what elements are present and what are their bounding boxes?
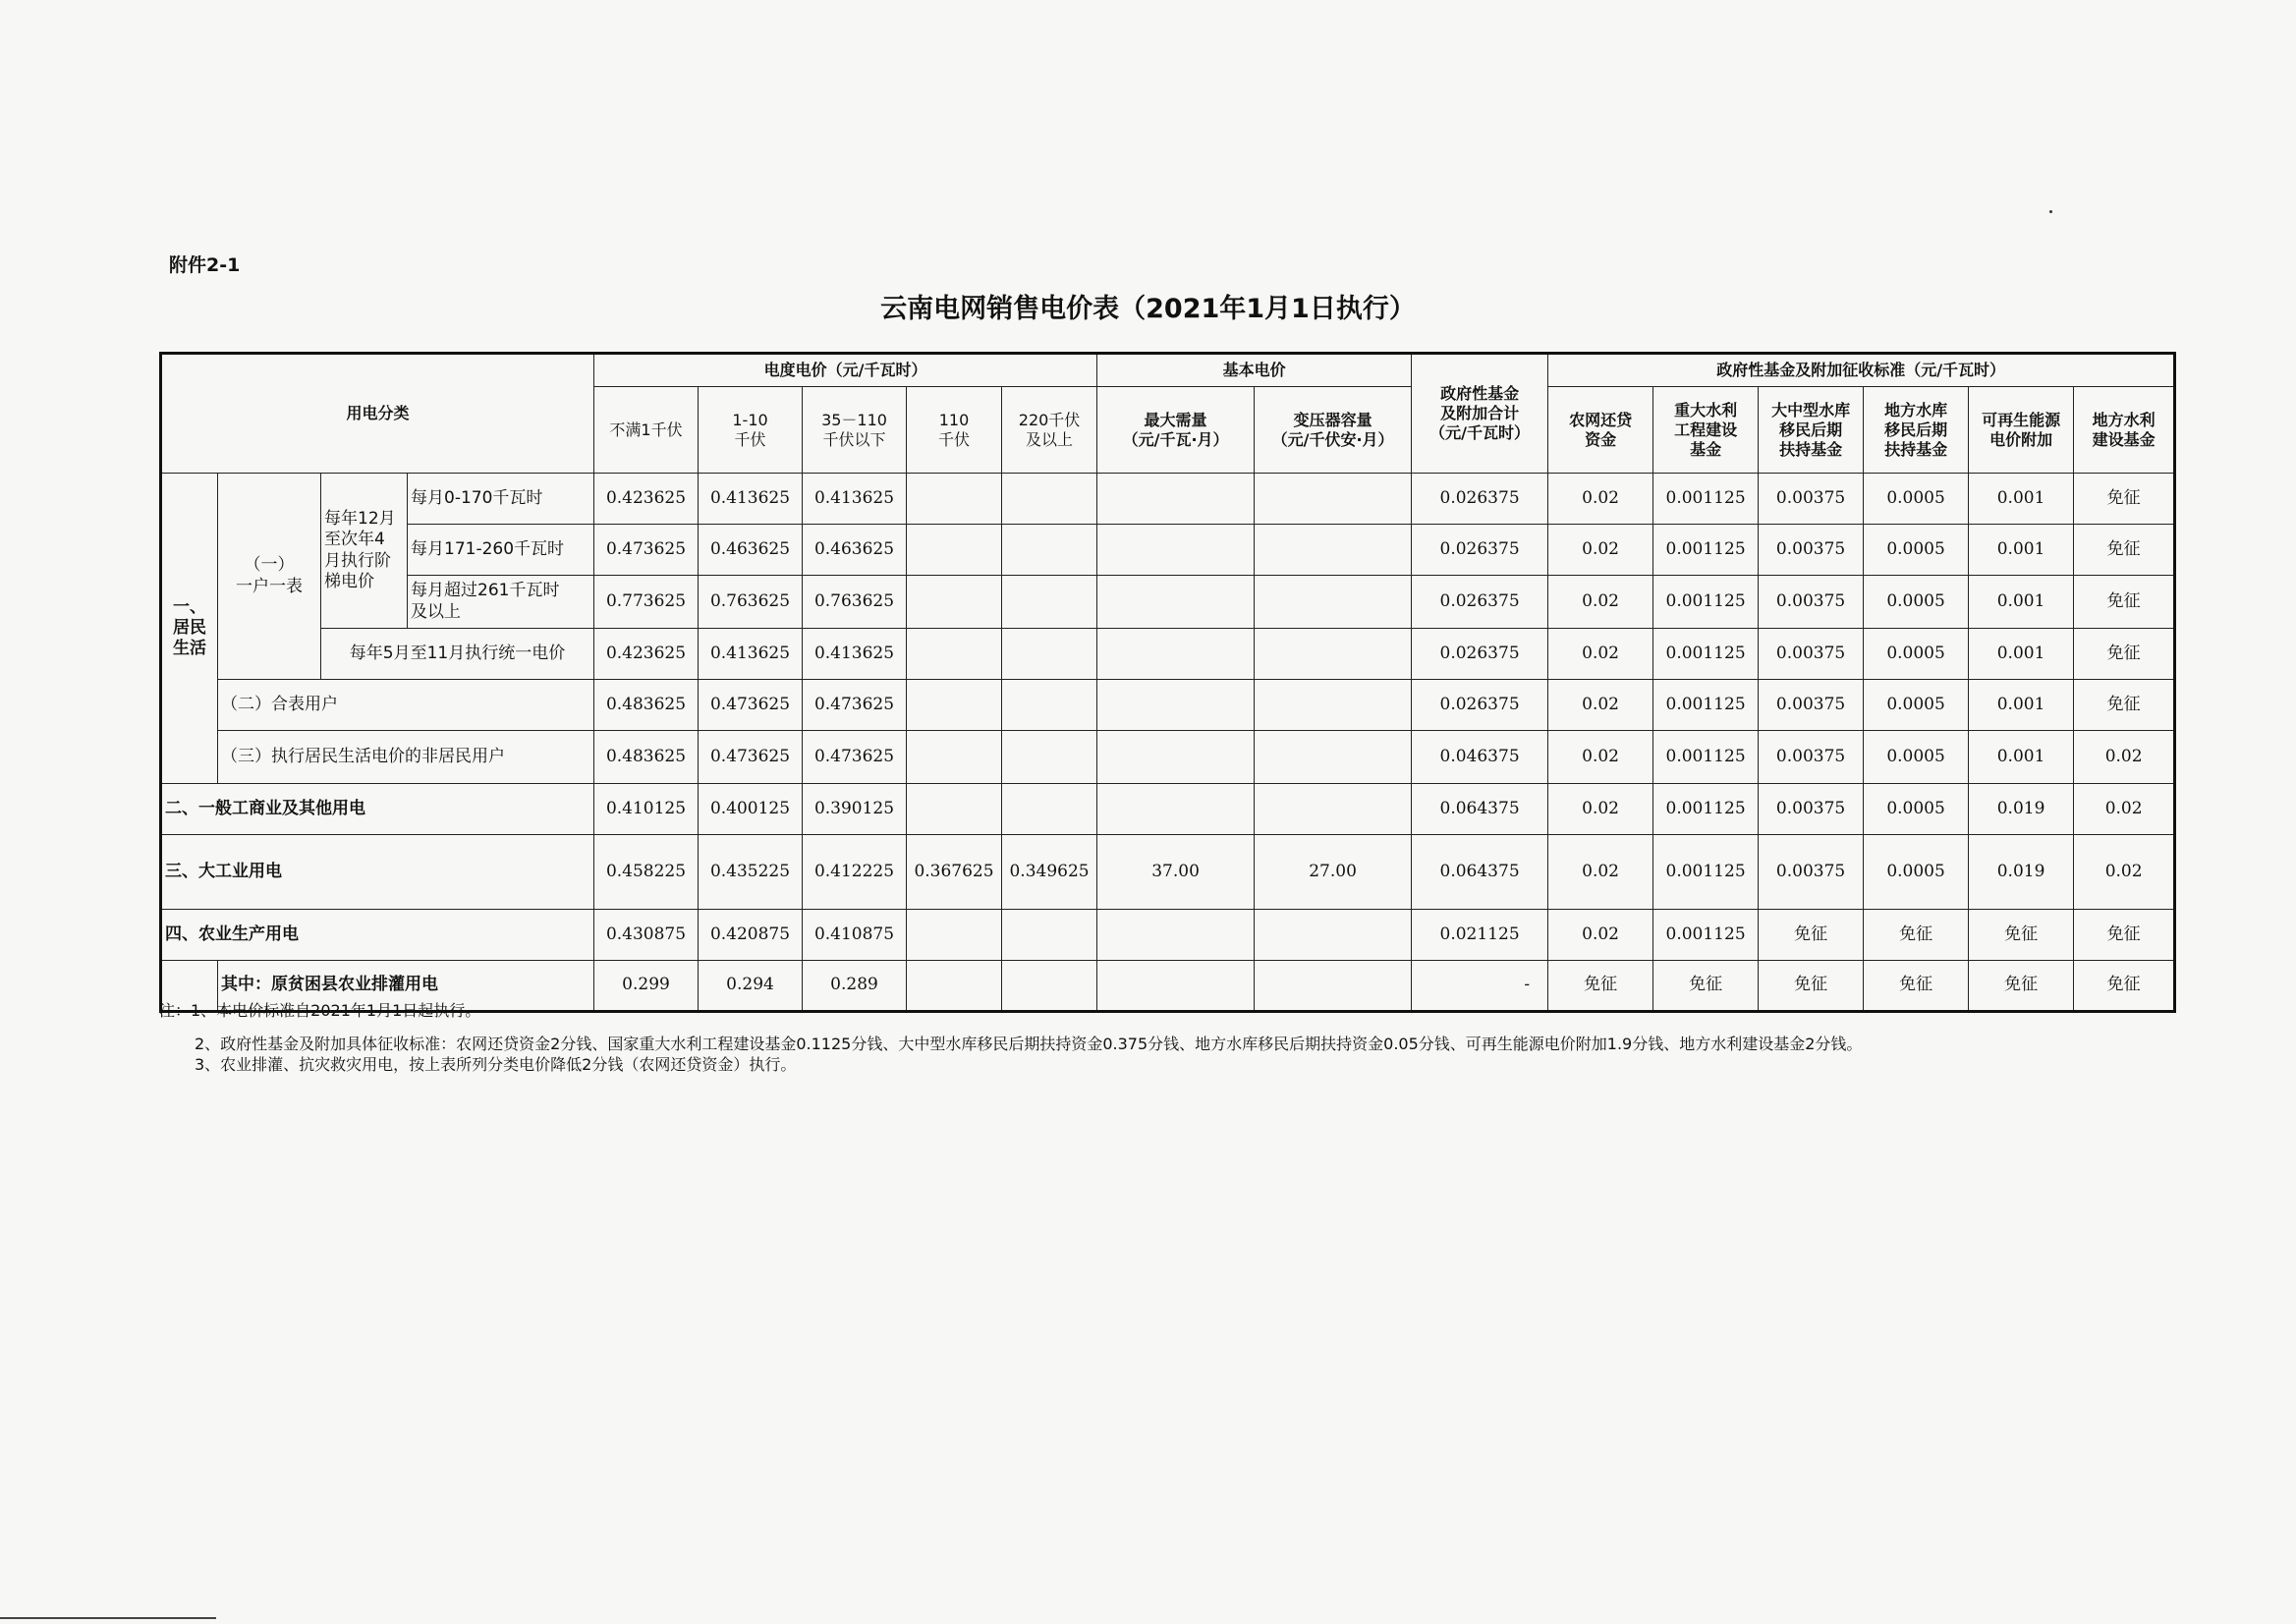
cell-basic-price	[1255, 474, 1412, 525]
cell-fund-total: 0.026375	[1412, 474, 1548, 525]
cell-energy-price: 0.763625	[699, 576, 803, 629]
row-label: 每月0-170千瓦时	[408, 474, 594, 525]
cell-fund: 免征	[2074, 680, 2175, 731]
header-fund-col: 大中型水库 移民后期 扶持基金	[1759, 387, 1864, 474]
cell-energy-price: 0.483625	[594, 731, 699, 784]
header-fund-col: 农网还贷 资金	[1548, 387, 1653, 474]
cell-energy-price: 0.413625	[803, 474, 907, 525]
cell-energy-price	[907, 525, 1002, 576]
table-row	[161, 474, 2175, 525]
row-label: 每月171-260千瓦时	[408, 525, 594, 576]
header-energy-col: 35－110 千伏以下	[803, 387, 907, 474]
cell-fund: 免征	[1759, 910, 1864, 961]
note-1: 注：1、本电价标准自2021年1月1日起执行。	[159, 1001, 481, 1020]
cell-basic-price	[1097, 731, 1255, 784]
cell-fund: 免征	[1653, 961, 1759, 1012]
cell-energy-price	[907, 629, 1002, 680]
cell-fund: 0.001125	[1653, 576, 1759, 629]
cell-energy-price: 0.420875	[699, 910, 803, 961]
cell-energy-price: 0.400125	[699, 784, 803, 835]
cell-energy-price: 0.430875	[594, 910, 699, 961]
header-basic-col: 变压器容量 （元/千伏安·月）	[1255, 387, 1412, 474]
cell-basic-price	[1097, 680, 1255, 731]
cell-basic-price	[1097, 525, 1255, 576]
table-row	[161, 576, 2175, 629]
cell-fund-total: 0.064375	[1412, 784, 1548, 835]
cell-fund: 0.001125	[1653, 629, 1759, 680]
cell-fund: 0.001	[1969, 525, 2074, 576]
cell-fund: 0.00375	[1759, 835, 1864, 910]
row-label: 三、大工业用电	[161, 835, 594, 910]
cell-energy-price	[1002, 525, 1097, 576]
cell-fund: 0.00375	[1759, 629, 1864, 680]
cell-fund: 0.02	[1548, 525, 1653, 576]
cell-fund: 0.02	[1548, 680, 1653, 731]
cell-energy-price	[1002, 680, 1097, 731]
note-3: 3、农业排灌、抗灾救灾用电，按上表所列分类电价降低2分钱（农网还贷资金）执行。	[195, 1055, 797, 1075]
cell-fund: 0.0005	[1864, 474, 1969, 525]
cell-energy-price: 0.773625	[594, 576, 699, 629]
cell-fund: 0.001125	[1653, 474, 1759, 525]
cell-fund: 0.001125	[1653, 680, 1759, 731]
header-energy-col: 1-10 千伏	[699, 387, 803, 474]
cell-energy-price: 0.463625	[699, 525, 803, 576]
cell-energy-price	[907, 474, 1002, 525]
header-basic-col: 最大需量 （元/千瓦·月）	[1097, 387, 1255, 474]
row-label: 四、农业生产用电	[161, 910, 594, 961]
cell-fund: 0.02	[1548, 835, 1653, 910]
cell-energy-price: 0.473625	[803, 731, 907, 784]
header-fund-col: 可再生能源 电价附加	[1969, 387, 2074, 474]
cell-fund: 0.02	[1548, 474, 1653, 525]
cell-energy-price: 0.413625	[803, 629, 907, 680]
attachment-label: 附件2-1	[169, 254, 241, 276]
header-fund-col: 地方水利 建设基金	[2074, 387, 2175, 474]
cell-energy-price	[1002, 629, 1097, 680]
header-fund-total: 政府性基金 及附加合计 （元/千瓦时）	[1412, 354, 1548, 474]
cell-fund: 0.02	[1548, 629, 1653, 680]
cell-fund: 免征	[1969, 961, 2074, 1012]
category-one-meter: （一） 一户一表	[218, 474, 321, 680]
cell-fund: 免征	[1548, 961, 1653, 1012]
cell-fund: 免征	[2074, 629, 2175, 680]
cell-basic-price	[1097, 910, 1255, 961]
cell-energy-price: 0.435225	[699, 835, 803, 910]
header-energy-col: 110 千伏	[907, 387, 1002, 474]
cell-basic-price	[1097, 629, 1255, 680]
cell-energy-price	[907, 784, 1002, 835]
cell-energy-price: 0.412225	[803, 835, 907, 910]
cell-fund: 0.001125	[1653, 525, 1759, 576]
cell-fund: 0.0005	[1864, 784, 1969, 835]
cell-energy-price: 0.473625	[699, 680, 803, 731]
header-row-1	[161, 354, 2175, 387]
cell-fund-total: 0.064375	[1412, 835, 1548, 910]
cell-fund: 0.02	[2074, 835, 2175, 910]
table-row	[161, 680, 2175, 731]
row-label: 每月超过261千瓦时 及以上	[408, 576, 594, 629]
header-category: 用电分类	[161, 354, 594, 474]
notes	[159, 1000, 2183, 1076]
cell-basic-price: 37.00	[1097, 835, 1255, 910]
cell-fund: 0.02	[1548, 784, 1653, 835]
cell-energy-price: 0.483625	[594, 680, 699, 731]
cell-fund-total: 0.021125	[1412, 910, 1548, 961]
cell-energy-price: 0.413625	[699, 474, 803, 525]
cell-fund-total: 0.026375	[1412, 525, 1548, 576]
cell-basic-price	[1255, 680, 1412, 731]
cell-energy-price	[907, 680, 1002, 731]
cell-fund: 免征	[2074, 910, 2175, 961]
header-fund-col: 地方水库 移民后期 扶持基金	[1864, 387, 1969, 474]
cell-basic-price	[1255, 525, 1412, 576]
cell-basic-price: 27.00	[1255, 835, 1412, 910]
cell-energy-price: 0.410875	[803, 910, 907, 961]
row-label: （二）合表用户	[218, 680, 594, 731]
cell-fund: 0.001	[1969, 474, 2074, 525]
row-label: 每年5月至11月执行统一电价	[321, 629, 594, 680]
table-row	[161, 731, 2175, 784]
cell-fund: 免征	[1759, 961, 1864, 1012]
cell-energy-price: 0.463625	[803, 525, 907, 576]
table-row	[161, 835, 2175, 910]
cell-energy-price	[1002, 576, 1097, 629]
scan-edge-line	[0, 1617, 216, 1619]
cell-basic-price	[1097, 784, 1255, 835]
cell-energy-price: 0.458225	[594, 835, 699, 910]
cell-fund: 免征	[1969, 910, 2074, 961]
cell-fund: 0.019	[1969, 835, 2074, 910]
table-row	[161, 525, 2175, 576]
cell-fund: 0.001	[1969, 680, 2074, 731]
cell-energy-price: 0.390125	[803, 784, 907, 835]
cell-energy-price: 0.473625	[699, 731, 803, 784]
cell-energy-price: 0.413625	[699, 629, 803, 680]
cell-fund: 0.02	[1548, 576, 1653, 629]
cell-fund: 0.0005	[1864, 680, 1969, 731]
cell-fund: 0.00375	[1759, 474, 1864, 525]
cell-energy-price: 0.410125	[594, 784, 699, 835]
cell-energy-price	[907, 731, 1002, 784]
cell-energy-price: 0.423625	[594, 474, 699, 525]
tiered-period-label: 每年12月 至次年4 月执行阶 梯电价	[321, 474, 408, 629]
cell-fund: 0.019	[1969, 784, 2074, 835]
table-row	[161, 910, 2175, 961]
tariff-table	[159, 352, 2176, 1013]
cell-fund: 0.001125	[1653, 784, 1759, 835]
cell-energy-price	[1002, 784, 1097, 835]
cell-energy-price: 0.763625	[803, 576, 907, 629]
cell-energy-price	[907, 910, 1002, 961]
cell-fund: 0.02	[1548, 910, 1653, 961]
cell-basic-price	[1255, 731, 1412, 784]
cell-energy-price	[1002, 910, 1097, 961]
table-row	[161, 629, 2175, 680]
note-2: 2、政府性基金及附加具体征收标准：农网还贷资金2分钱、国家重大水利工程建设基金0.1125分钱、大中型水库移民后期扶持资金0.375分钱、地方水库移民后期扶持资金0.05分钱、可再生能源电价附加1.9分钱、地方水利建设基金2分钱。	[195, 1034, 1863, 1053]
cell-energy-price: 0.289	[803, 961, 907, 1012]
cell-energy-price: 0.423625	[594, 629, 699, 680]
cell-fund: 0.00375	[1759, 525, 1864, 576]
row-label: （三）执行居民生活电价的非居民用户	[218, 731, 594, 784]
cell-basic-price	[1255, 910, 1412, 961]
header-fund-standard: 政府性基金及附加征收标准（元/千瓦时）	[1548, 354, 2175, 387]
cell-fund: 免征	[2074, 961, 2175, 1012]
cell-fund: 0.00375	[1759, 680, 1864, 731]
cell-energy-price	[1002, 731, 1097, 784]
cell-fund-total: 0.026375	[1412, 629, 1548, 680]
cell-fund: 0.001	[1969, 731, 2074, 784]
cell-fund: 0.00375	[1759, 784, 1864, 835]
cell-energy-price	[1002, 474, 1097, 525]
cell-fund: 免征	[1864, 910, 1969, 961]
header-energy-col: 220千伏 及以上	[1002, 387, 1097, 474]
cell-fund: 0.02	[2074, 784, 2175, 835]
category-residential: 一、 居民 生活	[161, 474, 218, 784]
cell-fund-total: 0.046375	[1412, 731, 1548, 784]
cell-energy-price: 0.367625	[907, 835, 1002, 910]
cell-energy-price: 0.294	[699, 961, 803, 1012]
cell-fund: 免征	[2074, 576, 2175, 629]
cell-energy-price	[907, 576, 1002, 629]
cell-energy-price: 0.299	[594, 961, 699, 1012]
table-row	[161, 784, 2175, 835]
cell-energy-price: 0.349625	[1002, 835, 1097, 910]
cell-basic-price	[1255, 784, 1412, 835]
cell-fund-total: 0.026375	[1412, 680, 1548, 731]
header-energy-price: 电度电价（元/千瓦时）	[594, 354, 1097, 387]
page-title: 云南电网销售电价表（2021年1月1日执行）	[880, 294, 1416, 324]
cell-basic-price	[1097, 576, 1255, 629]
cell-fund: 0.02	[2074, 731, 2175, 784]
cell-fund: 0.00375	[1759, 576, 1864, 629]
cell-fund: 0.001	[1969, 576, 2074, 629]
header-energy-col: 不满1千伏	[594, 387, 699, 474]
cell-energy-price: 0.473625	[803, 680, 907, 731]
cell-fund: 0.0005	[1864, 576, 1969, 629]
cell-fund: 0.02	[1548, 731, 1653, 784]
scan-speck	[2049, 210, 2052, 213]
cell-fund-total: 0.026375	[1412, 576, 1548, 629]
cell-basic-price	[1255, 576, 1412, 629]
cell-fund: 0.0005	[1864, 629, 1969, 680]
cell-fund-total: -	[1412, 961, 1548, 1012]
cell-fund: 0.001	[1969, 629, 2074, 680]
cell-fund: 0.00375	[1759, 731, 1864, 784]
cell-fund: 0.001125	[1653, 910, 1759, 961]
header-fund-col: 重大水利 工程建设 基金	[1653, 387, 1759, 474]
cell-basic-price	[1255, 629, 1412, 680]
header-basic-price: 基本电价	[1097, 354, 1412, 387]
cell-basic-price	[1097, 474, 1255, 525]
row-label: 二、一般工商业及其他用电	[161, 784, 594, 835]
row-label: 其中：原贫困县农业排灌用电	[218, 961, 594, 1012]
cell-fund: 免征	[1864, 961, 1969, 1012]
cell-fund: 0.001125	[1653, 731, 1759, 784]
cell-fund: 0.0005	[1864, 525, 1969, 576]
cell-fund: 免征	[2074, 525, 2175, 576]
cell-fund: 免征	[2074, 474, 2175, 525]
cell-fund: 0.001125	[1653, 835, 1759, 910]
cell-fund: 0.0005	[1864, 835, 1969, 910]
cell-energy-price: 0.473625	[594, 525, 699, 576]
cell-fund: 0.0005	[1864, 731, 1969, 784]
